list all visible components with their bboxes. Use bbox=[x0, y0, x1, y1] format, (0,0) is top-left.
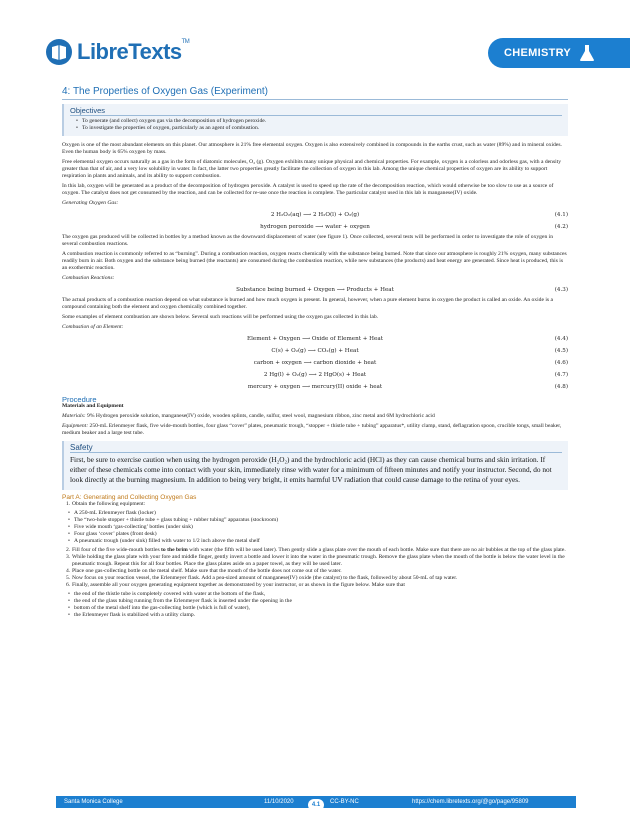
equation-row bbox=[62, 346, 568, 357]
page-content bbox=[62, 104, 568, 619]
procedure-heading: Procedure bbox=[62, 395, 97, 404]
equation-row bbox=[62, 370, 568, 381]
paragraph: Oxygen is one of the most abundant elements on this planet. Our atmosphere is 21% free elemental oxygen. Oxygen is also extensively combined in compounds in the earths crust, such as water (89%) and in mineral oxides. Even the human body is 65% oxygen by mass. bbox=[62, 142, 562, 155]
equation-row bbox=[62, 222, 568, 233]
paragraph: Free elemental oxygen occurs naturally as a gas in the form of diatomic molecules, O₂ (g). Oxygen exhibits many unique physical and chemical properties. For example, oxygen is a colorless and odorless gas, with a density greater than that of air, and a very low solubility in water. In fact, the latter two properties greatly facilitate the collection of oxygen in this lab. Among the unique chemical properties of oxygen are its ability to support respiration in plants and animals, and its ability to support combustion. bbox=[62, 159, 562, 179]
safety-heading: Safety bbox=[70, 444, 562, 453]
paragraph: A combustion reaction is commonly referred to as “burning”. During a combustion reaction, oxygen reacts chemically with the substance being burned. Note that since our atmosphere is roughly 21% oxygen, many substances readily burn in air. Both oxygen and the substance being burned (the reactants) are consumed during the combustion reaction, while new substances (the products) and heat energy are generated. Since heat is produced, this is an exothermic reaction. bbox=[62, 251, 567, 271]
equation-number: (4.4) bbox=[554, 336, 568, 342]
equation: hydrogen peroxide ⟶ water + oxygen bbox=[260, 224, 370, 230]
equation-number: (4.3) bbox=[554, 287, 568, 293]
page-header bbox=[0, 0, 630, 80]
equation-row bbox=[62, 285, 568, 296]
equation-label: Generating Oxygen Gas: bbox=[62, 200, 119, 206]
footer-date: 11/10/2020 bbox=[264, 798, 294, 805]
equation-row bbox=[62, 334, 568, 345]
equation: carbon + oxygen ⟶ carbon dioxide + heat bbox=[253, 360, 377, 366]
safety-box bbox=[62, 441, 568, 490]
equipment-text: 250-mL Erlenmeyer flask, five wide-mouth bottles, four glass “cover” plates, pneumatic trough, “stopper + thistle tube + tubing” apparatus*, utility clamp, stand, deflagration spoon, crucible tongs, small beaker, medium beaker and a large test tube. bbox=[62, 423, 562, 436]
equipment-item: • Five wide mouth ‘gas-collecting’ bottles (under sink) bbox=[68, 524, 568, 531]
paragraph: Some examples of element combustion are shown below. Several such reactions will be performed using the oxygen gas collected in this lab. bbox=[62, 314, 379, 320]
checklist-item: • the end of the glass tubing running from the Erlenmeyer flask is inserted under the opening in the bbox=[68, 598, 568, 605]
equation-number: (4.7) bbox=[554, 372, 568, 378]
step-item: 4. Place one gas-collecting bottle on the metal shelf. Make sure that the mouth of the bottle does not come out of the water. bbox=[66, 568, 342, 574]
equation: 2 H₂O₂(aq) ⟶ 2 H₂O(l) + O₂(g) bbox=[270, 212, 360, 218]
equation-number: (4.1) bbox=[554, 212, 568, 218]
step-item: 3. While holding the glass plate with your fore and middle finger, gently invert a bottle and lower it into the water in the pneumatic trough. Remove the glass plate when the mouth of the bottle is below the water level in the pneumatic trough. Repeat this for all four bottles. Place the glass plates aside on a paper towel, as they will be used later. bbox=[66, 554, 565, 567]
logo-trademark: TM bbox=[181, 39, 190, 45]
paragraph: The oxygen gas produced will be collected in bottles by a method known as the downward displacement of water (see figure 1). Once collected, several tests will be performed in order to investigate the role of oxygen in several combustion reactions. bbox=[62, 234, 554, 247]
flask-icon bbox=[579, 44, 595, 62]
step-item: 1. Obtain the following equipment: bbox=[66, 501, 146, 507]
step-item: 6. Finally, assemble all your oxygen generating equipment together as demonstrated by your instructor, or as shown in the figure below. Make sure that bbox=[66, 582, 405, 588]
equation-number: (4.8) bbox=[554, 384, 568, 390]
libretexts-logo[interactable] bbox=[45, 38, 189, 66]
checklist-item: • bottom of the metal shelf into the gas-collecting bottle (which is full of water), bbox=[68, 605, 568, 612]
objectives-box bbox=[62, 104, 568, 136]
library-name: CHEMISTRY bbox=[504, 47, 572, 59]
materials-label: Materials: bbox=[62, 413, 86, 419]
footer-institution: Santa Monica College bbox=[64, 798, 123, 805]
part-a-heading: Part A: Generating and Collecting Oxygen Gas bbox=[62, 494, 197, 501]
equipment-item: • The “two-hole stopper + thistle tube + glass tubing + rubber tubing” apparatus (stockroom) bbox=[68, 517, 568, 524]
equation-number: (4.5) bbox=[554, 348, 568, 354]
materials-paragraph bbox=[62, 413, 568, 420]
equipment-item: • A pneumatic trough (under sink) filled with water to 1/2 inch above the metal shelf bbox=[68, 538, 568, 545]
equation: C(s) + O₂(g) ⟶ CO₂(g) + Heat bbox=[271, 348, 359, 354]
equation-label: Combustion of an Element: bbox=[62, 324, 124, 330]
equation-number: (4.6) bbox=[554, 360, 568, 366]
step-item: 5. Now focus on your reaction vessel, the Erlenmeyer flask. Add a pea-sized amount of manganese(IV) oxide (the catalyst) to the flask, followed by about 50-mL of tap water. bbox=[66, 575, 458, 581]
equation-row bbox=[62, 210, 568, 221]
footer-url-link[interactable]: https://chem.libretexts.org/@go/page/95809 bbox=[412, 798, 529, 805]
objective-item: • To investigate the properties of oxygen, particularly as an agent of combustion. bbox=[76, 125, 562, 132]
logo-wordmark: LibreTexts bbox=[77, 39, 182, 64]
equipment-label: Equipment: bbox=[62, 423, 89, 429]
page-number-badge: 4.1 bbox=[308, 799, 324, 811]
equation: mercury + oxygen ⟶ mercury(II) oxide + heat bbox=[247, 384, 383, 390]
equation-row bbox=[62, 358, 568, 369]
objectives-heading: Objectives bbox=[70, 107, 562, 116]
equipment-item: • Four glass ‘cover’ plates (front desk) bbox=[68, 531, 568, 538]
materials-text: 9% Hydrogen peroxide solution, manganese(IV) oxide, wooden splints, candle, sulfur, steel wool, magnesium ribbon, zinc metal and 6M hydrochloric acid bbox=[87, 413, 435, 419]
safety-text: First, be sure to exercise caution when using the hydrogen peroxide (H₂O₂) and the hydrochloric acid (HCl) as they can cause chemical burns and skin irritation. If either of these chemicals come into contact with your skin, immediately rinse with water for a minimum of fifteen minutes and notify your instructor. Second, do not look directly at the burning magnesium. In addition to being very bright, it emits harmful UV radiation that could cause damage to the retina of your eyes. bbox=[70, 455, 552, 484]
checklist-item: • the end of the thistle tube is completely covered with water at the bottom of the flask, bbox=[68, 591, 568, 598]
equation: Substance being burned + Oxygen ⟶ Products + Heat bbox=[236, 287, 394, 293]
footer-license[interactable]: CC-BY-NC bbox=[330, 798, 359, 805]
checklist-item: • the Erlenmeyer flask is stabilized with a utility clamp. bbox=[68, 612, 568, 619]
paragraph: The actual products of a combustion reaction depend on what substance is burned and how much oxygen is present. In general, however, when a pure element burns in oxygen the product is called an oxide. An oxide is a compound containing both the element and oxygen chemically combined together. bbox=[62, 297, 553, 310]
equation-row bbox=[62, 382, 568, 393]
library-banner[interactable] bbox=[488, 38, 630, 68]
equation-label: Combustion Reactions: bbox=[62, 275, 115, 281]
page-footer bbox=[56, 796, 576, 808]
step-item: 2. Fill four of the five wide-mouth bottles to the brim with water (the fifth will be used later). Then gently slide a glass plate over the mouth of each bottle. Make sure that there are no air bubbles at the top of the glass plate. bbox=[66, 547, 566, 553]
page-title: 4: The Properties of Oxygen Gas (Experiment) bbox=[62, 86, 269, 97]
materials-heading: Materials and Equipment bbox=[62, 403, 124, 409]
libretexts-logo-icon bbox=[45, 38, 73, 66]
paragraph: In this lab, oxygen will be generated as a product of the decomposition of hydrogen peroxide. A catalyst is used to speed up the rate of the decomposition reaction, which would otherwise be too slow to use as a source of oxygen. The catalyst does not get consumed by the reaction, and can be collected for re-use once the reaction is complete. The particular catalyst used in this lab is manganese(IV) oxide. bbox=[62, 183, 554, 196]
equation: 2 Hg(l) + O₂(g) ⟶ 2 HgO(s) + Heat bbox=[263, 372, 367, 378]
objective-item: • To generate (and collect) oxygen gas via the decomposition of hydrogen peroxide. bbox=[76, 118, 562, 125]
equipment-paragraph bbox=[62, 423, 568, 437]
equipment-item: • A 250-mL Erlenmeyer flask (locker) bbox=[68, 510, 568, 517]
equation-number: (4.2) bbox=[554, 224, 568, 230]
title-divider bbox=[62, 99, 568, 100]
equation: Element + Oxygen ⟶ Oxide of Element + Heat bbox=[247, 336, 383, 342]
